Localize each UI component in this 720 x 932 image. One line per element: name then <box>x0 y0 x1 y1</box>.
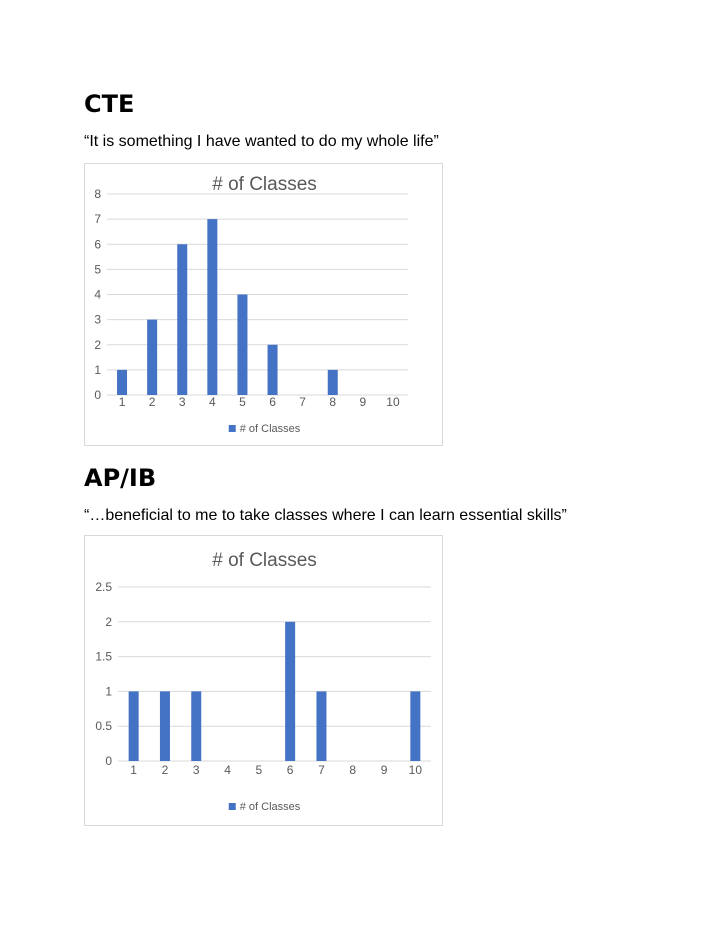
chart-cte-svg <box>85 164 444 447</box>
x-tick-label: 10 <box>386 395 400 409</box>
chart-title: # of Classes <box>212 550 317 571</box>
x-tick-label: 2 <box>148 395 156 409</box>
x-tick-label: 3 <box>192 763 200 777</box>
legend-label: # of Classes <box>239 801 301 813</box>
bar <box>147 320 157 395</box>
bar <box>268 345 278 395</box>
bar <box>316 691 326 761</box>
x-tick-label: 1 <box>130 763 137 777</box>
x-tick-label: 7 <box>299 395 306 409</box>
chart-title: # of Classes <box>212 174 317 195</box>
bar <box>237 295 247 396</box>
bar <box>328 370 338 395</box>
x-tick-label: 2 <box>161 763 169 777</box>
x-tick-label: 3 <box>178 395 186 409</box>
section-heading-apib: AP/IB <box>84 464 157 492</box>
x-tick-label: 7 <box>318 763 325 777</box>
legend-swatch <box>229 803 236 810</box>
bar <box>191 691 201 761</box>
bar <box>160 691 170 761</box>
x-tick-label: 6 <box>286 763 294 777</box>
y-tick-label: 1 <box>94 362 101 377</box>
y-tick-label: 0 <box>105 754 112 768</box>
bar <box>129 691 139 761</box>
x-tick-label: 10 <box>408 763 423 777</box>
y-tick-label: 1.5 <box>95 649 112 664</box>
bar <box>410 691 420 761</box>
x-tick-label: 1 <box>118 395 126 409</box>
chart-cte <box>84 163 443 446</box>
x-tick-label: 6 <box>269 395 276 409</box>
y-tick-label: 5 <box>94 262 101 277</box>
y-tick-label: 2 <box>94 337 101 352</box>
x-tick-label: 8 <box>349 763 357 777</box>
legend-swatch <box>229 425 236 432</box>
x-tick-label: 5 <box>239 395 246 409</box>
x-tick-label: 4 <box>224 763 231 777</box>
x-tick-label: 5 <box>255 763 263 777</box>
x-tick-label: 4 <box>209 395 216 409</box>
bar <box>285 622 295 761</box>
y-tick-label: 1 <box>105 684 112 699</box>
chart-apib-svg <box>85 536 444 827</box>
y-tick-label: 2 <box>105 614 112 629</box>
legend-label: # of Classes <box>239 423 301 435</box>
section-quote-apib: “…beneficial to me to take classes where I can learn essential skills” <box>84 507 567 524</box>
y-tick-label: 3 <box>94 312 101 327</box>
legend <box>229 423 301 435</box>
y-tick-label: 0.5 <box>95 719 112 734</box>
bar <box>177 244 187 395</box>
x-tick-label: 9 <box>359 395 367 409</box>
y-tick-label: 8 <box>94 187 101 201</box>
x-tick-label: 8 <box>329 395 337 409</box>
y-tick-label: 6 <box>94 237 101 252</box>
legend <box>229 801 301 813</box>
y-tick-label: 4 <box>94 287 101 302</box>
y-tick-label: 2.5 <box>95 580 112 594</box>
y-tick-label: 7 <box>94 212 101 227</box>
chart-apib <box>84 535 443 826</box>
bar <box>207 219 217 395</box>
x-tick-label: 9 <box>380 763 388 777</box>
section-heading-cte: CTE <box>84 90 135 118</box>
y-tick-label: 0 <box>94 388 101 402</box>
section-quote-cte: “It is something I have wanted to do my whole life” <box>84 133 439 150</box>
bar <box>117 370 127 395</box>
